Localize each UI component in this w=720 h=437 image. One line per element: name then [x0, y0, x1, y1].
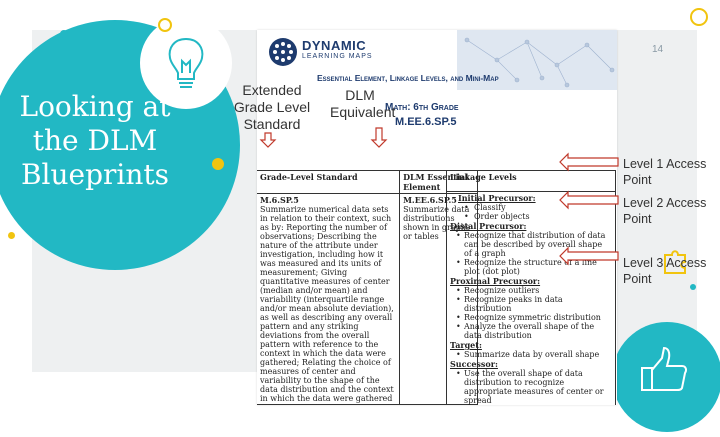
arrow-down-standard: [261, 133, 275, 147]
standard-text: Summarize numerical data sets in relation to their context, such as by: Reporting the number of observations; Describing the nature of the attribute under investigation, including how it was measured and its units of measurement; Giving quantitative measures of center (median and/or mean) and variability (interquartile range and/or mean absolute deviation), as well as describing any overall pattern and any striking deviations from the overall pattern with reference to the context in which the data were gathered; Relating the choice of measures of center and variability to the shape of the data distribution and the context in which the data were gathered: [260, 205, 394, 403]
level-name: Distal Precursor:: [450, 221, 527, 231]
logo-text: DYNAMIC: [302, 38, 367, 53]
standard-code: M.6.SP.5: [260, 195, 299, 205]
header-linkage-levels: Linkage Levels: [447, 171, 616, 192]
document-subject: Math: 6th Grade: [385, 102, 459, 113]
level-item: • Recognize outliers: [450, 286, 612, 295]
arrow-left-level-1: [560, 154, 618, 170]
header-grade-level-standard: Grade-Level Standard: [257, 171, 400, 194]
callout-level-1: Level 1 Access Point: [623, 157, 707, 187]
level-item: • Recognize that distribution of data can be described by overall shape of a graph: [450, 231, 612, 258]
arrow-down-dlm: [372, 128, 386, 147]
arrow-left-level-2: [560, 192, 618, 208]
logo-subtext: LEARNING MAPS: [302, 53, 373, 60]
document-heading: Essential Element, Linkage Levels, and Mini-Map: [317, 73, 499, 83]
slide-number: 14: [652, 44, 664, 55]
level-item: • Recognize symmetric distribution: [450, 313, 612, 322]
callout-level-3: Level 3 Access Point: [623, 256, 707, 286]
level-item: • Use the overall shape of data distribution to recognize appropriate measures of center or spread: [450, 369, 612, 405]
ee-code: M.EE.6.SP.5: [403, 195, 457, 205]
level-item: • Classify: [450, 203, 612, 212]
level-item: • Order objects: [450, 212, 612, 221]
slide-title: Looking at the DLM Blueprints: [19, 90, 171, 191]
level-item: • Recognize peaks in data distribution: [450, 295, 612, 313]
level-name: Successor:: [450, 359, 498, 369]
level-name: Initial Precursor:: [458, 193, 536, 203]
arrow-left-level-3: [560, 248, 618, 264]
document-code: M.EE.6.SP.5: [395, 116, 457, 128]
level-name: Target:: [450, 340, 482, 350]
callout-level-2: Level 2 Access Point: [623, 196, 707, 226]
level-item: • Summarize data by overall shape: [450, 350, 612, 359]
level-item: • Recognize the structure of a line plot (dot plot): [450, 258, 612, 276]
level-name: Proximal Precursor:: [450, 276, 541, 286]
level-item: • Analyze the overall shape of the data distribution: [450, 322, 612, 340]
callout-dlm-equivalent: DLM Equivalent: [330, 87, 396, 120]
ee-text: Summarize data distributions shown in graphs or tables: [403, 205, 471, 241]
callout-grade-level-standard: Extended Grade Level Standard: [233, 82, 311, 132]
header-dlm-essential-element: DLM Essential Element: [400, 171, 478, 194]
